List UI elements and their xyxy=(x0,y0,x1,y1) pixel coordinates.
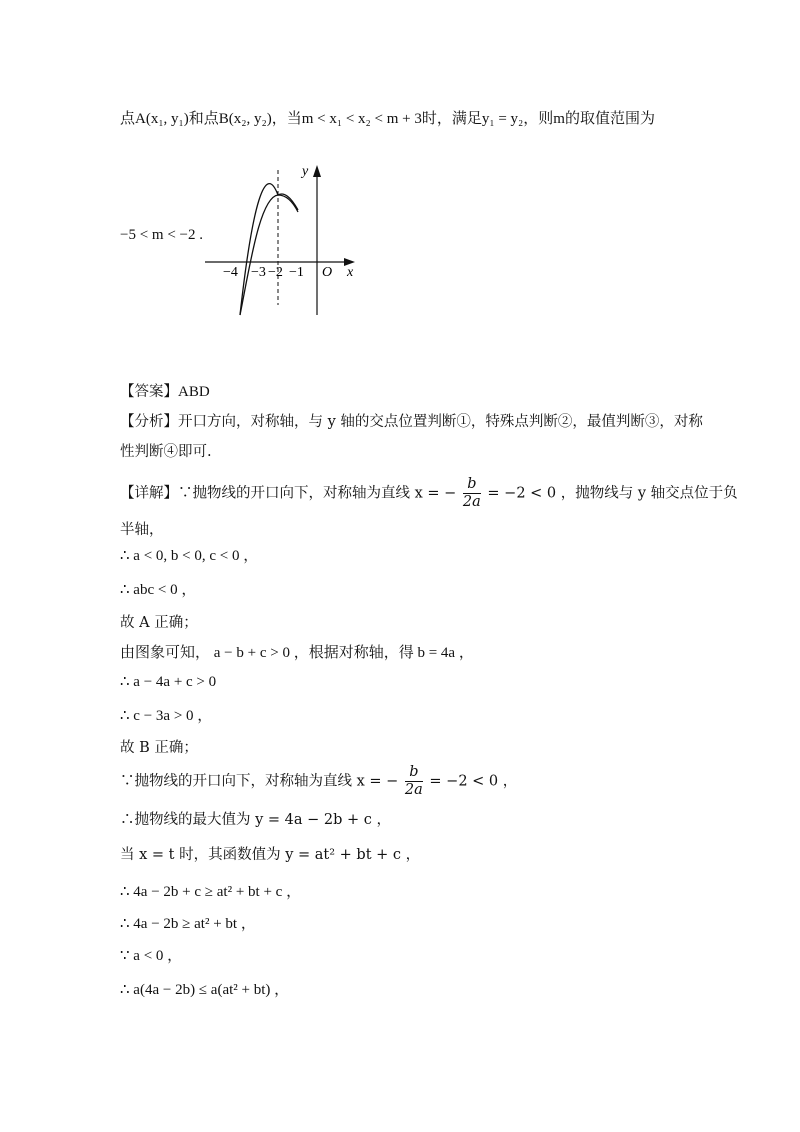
detail-line-13: ∴ 4a − 2b + c ≥ at² + bt + c ， xyxy=(120,884,302,900)
fraction-b-over-2a: $\frac{b}{2a}$ xyxy=(462,476,481,510)
detail10-text-a: ∵抛物线的开口向下，对称轴为直线 x = − xyxy=(120,773,399,790)
detail-line-10 xyxy=(120,764,517,799)
detail-line-7: ∴ a − 4a + c > 0 xyxy=(120,674,217,690)
detail-line-11: ∴抛物线的最大值为 y = 4a − 2b + c ， xyxy=(120,812,392,828)
detail-line-3: ∴ a < 0, b < 0, c < 0 ， xyxy=(120,548,259,564)
detail-line-8: ∴ c − 3a > 0 ， xyxy=(120,708,213,724)
detail-tag: 【详解】 xyxy=(120,485,178,502)
analysis-tag: 【分析】 xyxy=(120,414,178,430)
detail-line-12: 当 x = t 时，其函数值为 y = at² + bt + c ， xyxy=(120,847,421,863)
parabola-curve xyxy=(240,184,298,315)
detail-line-16: ∴ a(4a − 2b) ≤ a(at² + bt) ， xyxy=(120,982,290,998)
tick-label: −2 xyxy=(268,265,283,280)
tick-label: −4 xyxy=(223,265,238,280)
answer-tag: 【答案】 xyxy=(120,384,178,400)
answer-value: ABD xyxy=(178,384,210,400)
detail-line-1 xyxy=(120,476,738,511)
origin-label: O xyxy=(322,265,333,280)
detail-text-a: ∵抛物线的开口向下，对称轴为直线 x = − xyxy=(178,485,457,502)
range-answer: −5 < m < −2 . xyxy=(120,227,204,243)
analysis-line-1 xyxy=(120,410,703,431)
detail-line-2: 半轴， xyxy=(120,522,164,538)
detail10-text-b: = −2 < 0 ， xyxy=(429,773,518,790)
tick-label: −3 xyxy=(251,265,266,280)
detail-line-4: ∴ abc < 0 ， xyxy=(120,582,197,598)
parabola-graph xyxy=(205,155,365,320)
fraction-b-over-2a: $\frac{b}{2a}$ xyxy=(404,764,423,798)
detail-line-15: ∵ a < 0 ， xyxy=(120,948,183,964)
analysis-line-2: 性判断④即可. xyxy=(120,444,212,460)
tick-label: −1 xyxy=(289,265,304,280)
y-axis-arrow xyxy=(313,165,321,177)
detail-text-b: = −2 < 0 ，抛物线与 y 轴交点位于负 xyxy=(487,485,738,502)
detail-line-5: 故 A 正确； xyxy=(120,615,198,631)
y-axis-label: y xyxy=(302,164,309,179)
answer-line xyxy=(120,380,210,401)
detail-line-6: 由图象可知， a − b + c > 0 ，根据对称轴，得 b = 4a ， xyxy=(120,645,474,661)
detail-line-14: ∴ 4a − 2b ≥ at² + bt ， xyxy=(120,916,256,932)
x-axis-label: x xyxy=(347,265,354,280)
detail-line-9: 故 B 正确； xyxy=(120,740,198,756)
problem-line-1: 点A(x₁, y₁)和点B(x₂, y₂)，当m < x₁ < x₂ < m + 3时，满足y₁ = y₂，则m的取值范围为 xyxy=(120,111,655,127)
analysis-text: 开口方向，对称轴，与 y 轴的交点位置判断①，特殊点判断②，最值判断③，对称 xyxy=(178,414,703,430)
